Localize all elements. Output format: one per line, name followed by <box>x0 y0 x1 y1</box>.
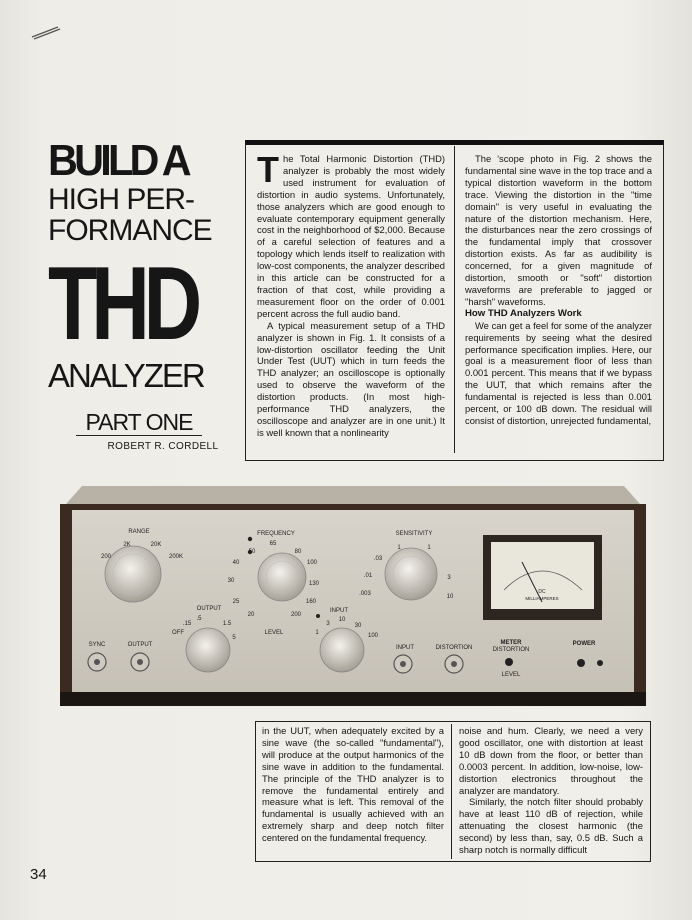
out-15: .15 <box>182 621 192 627</box>
bnc-output <box>131 653 149 671</box>
range-200: 200 <box>100 554 112 560</box>
meter-dc: DC <box>538 589 546 595</box>
article-title <box>48 136 244 452</box>
in-3: 3 <box>326 621 330 627</box>
freq-40: 40 <box>232 560 240 566</box>
power-label: POWER <box>572 641 596 647</box>
out-1-5: 1.5 <box>222 621 232 627</box>
freq-200: 200 <box>290 612 302 618</box>
in-10: 10 <box>338 617 346 623</box>
sens-1b: 1 <box>427 545 431 551</box>
in-1: 1 <box>315 630 319 636</box>
col4-paragraph-1: noise and hum. Clearly, we need a very good oscillator, one with distortion at least 10 dB down from the floor, or better than 0.0003 percent. In addition, low-noise, low-distortion electronics throughout the analyzer are mandatory. <box>459 725 643 796</box>
out-5: .5 <box>196 616 202 622</box>
input-level-label: INPUT <box>330 608 348 614</box>
byline: ROBERT R. CORDELL <box>107 441 219 452</box>
page-number: 34 <box>30 866 47 883</box>
power-lamp <box>597 660 603 666</box>
freq-30: 30 <box>227 578 235 584</box>
col2-paragraph-2: We can get a feel for some of the analyzer requirements by seeing what the desired performance specification implies. Here, our goal is a measurement floor of less than 0.001 percent. This means that if we bypass the UUT, that which remains after the fundamental is rejected is less than 0.001 percent, or 100 dB down. The residual will consist of distortion, unrejected fundamental, <box>465 319 652 426</box>
distortion-label: DISTORTION <box>435 645 473 651</box>
range-20k: 20K <box>150 542 162 548</box>
part-one: PART ONE <box>76 409 202 436</box>
col2-paragraph-1: The 'scope photo in Fig. 2 shows the fundamental sine wave in the top trace and a typical distortion waveform in the bottom trace. Viewing the distortion in the "time domain" is very useful in evaluating the nature of the distortion mechanism. Here, the disturbances near the zero crossings of the fundamental imply that crossover distortion exists. As far as audibility is concerned, for a given magnitude of distortion, smooth or "soft" distortion waveforms are preferable to jagged or "harsh" waveforms. <box>465 153 652 307</box>
sens-1: 1 <box>397 545 401 551</box>
out-5b: 5 <box>232 635 236 641</box>
sensitivity-knob <box>385 548 437 600</box>
freq-100: 100 <box>306 560 318 566</box>
freq-indicator-1 <box>248 537 252 541</box>
in-100: 100 <box>367 633 379 639</box>
column-2 <box>465 153 652 427</box>
output-level-label: OUTPUT <box>196 606 222 612</box>
col1-paragraph-1: he Total Harmonic Distortion (THD) analyzer is probably the most widely used instrument for evaluation of distortion in audio systems. Unfortunately, those analyzers which are good enough to evaluate contemporary equipment generally cost in the neighborhood of $2,000. Because of a careful selection of features and a topology which lends itself to realization with low-cost components, the analyzer described in this article can be constructed for a fraction of that cost, while providing a measurement floor on the order of 0.001 percent across the full audio band. <box>257 153 445 319</box>
column-3 <box>262 725 444 844</box>
section-heading: How THD Analyzers Work <box>465 307 582 319</box>
power-switch <box>577 659 585 667</box>
column-divider <box>454 146 455 453</box>
off-label: OFF <box>172 630 184 636</box>
column-divider <box>451 724 452 859</box>
output-level-knob <box>186 628 230 672</box>
level-label-1: LEVEL <box>264 630 284 636</box>
column-1 <box>257 149 445 439</box>
output-label: OUTPUT <box>127 642 153 648</box>
sens-10: 10 <box>446 594 454 600</box>
frequency-label: FREQUENCY <box>257 531 295 537</box>
input-label: INPUT <box>396 645 414 651</box>
sensitivity-label: SENSITIVITY <box>395 531 433 537</box>
range-knob <box>105 546 161 602</box>
sens-01: .01 <box>363 573 373 579</box>
analyzer-photo <box>60 482 646 714</box>
freq-160: 160 <box>305 599 317 605</box>
input-indicator <box>316 614 320 618</box>
col3-paragraph-1: in the UUT, when adequately excited by a sine wave (the so-called "fundamental"), will produce at the output harmonics of the sine wave in addition to the fundamental. The principle of the THD analyzer is to remove the fundamental entirely and measure what is left. This removal of the fundamental is usually achieved with an extremely sharp and deep notch filter centered on the fundamental frequency. <box>262 725 444 844</box>
title-formance: FORMANCE <box>48 214 212 247</box>
meter-distortion: DISTORTION <box>492 647 530 653</box>
sens-003: .003 <box>359 591 371 597</box>
range-2k: 2K <box>123 542 131 548</box>
col1-paragraph-2: A typical measurement setup of a THD analyzer is shown in Fig. 1. It consists of a low-distortion oscillator feeding the Unit Under Test (UUT) which in turn feeds the THD analyzer; an oscilloscope is optionally used to observe the waveform of the distortion products. (In most high-performance THD analyzers, the oscilloscope and analyzer are in one unit.) It is well known that a nonlinearity <box>257 319 445 438</box>
title-thd: THD <box>48 246 197 362</box>
freq-50: 50 <box>248 549 256 555</box>
bnc-input <box>394 655 412 673</box>
sens-3: 3 <box>447 575 451 581</box>
meter-label: METER <box>500 640 522 646</box>
input-level-knob <box>320 628 364 672</box>
bnc-distortion <box>445 655 463 673</box>
freq-25: 25 <box>232 599 240 605</box>
sens-03: .03 <box>373 556 383 562</box>
freq-20: 20 <box>247 612 255 618</box>
freq-80: 80 <box>294 549 302 555</box>
title-high-per: HIGH PER- <box>48 183 195 216</box>
range-label: RANGE <box>128 529 150 535</box>
pen-mark <box>30 22 62 40</box>
frequency-knob <box>258 553 306 601</box>
in-30: 30 <box>354 623 362 629</box>
range-200k: 200K <box>168 554 184 560</box>
column-4 <box>459 725 643 856</box>
meter-level: LEVEL <box>501 672 521 678</box>
sync-label: SYNC <box>88 642 106 648</box>
freq-130: 130 <box>308 581 320 587</box>
title-build: BUILD A <box>48 136 188 185</box>
bnc-sync <box>88 653 106 671</box>
meter-units: MILLIAMPERES <box>525 596 559 601</box>
meter-switch <box>505 658 513 666</box>
col4-paragraph-2: Similarly, the notch filter should probably have at least 110 dB of rejection, while attenuating the closest harmonic (the second) by less than, say, 0.5 dB. Such a sharp notch is normally difficult <box>459 796 643 856</box>
title-analyzer: ANALYZER <box>48 357 204 394</box>
drop-cap: T <box>257 149 279 190</box>
freq-65: 65 <box>269 541 277 547</box>
